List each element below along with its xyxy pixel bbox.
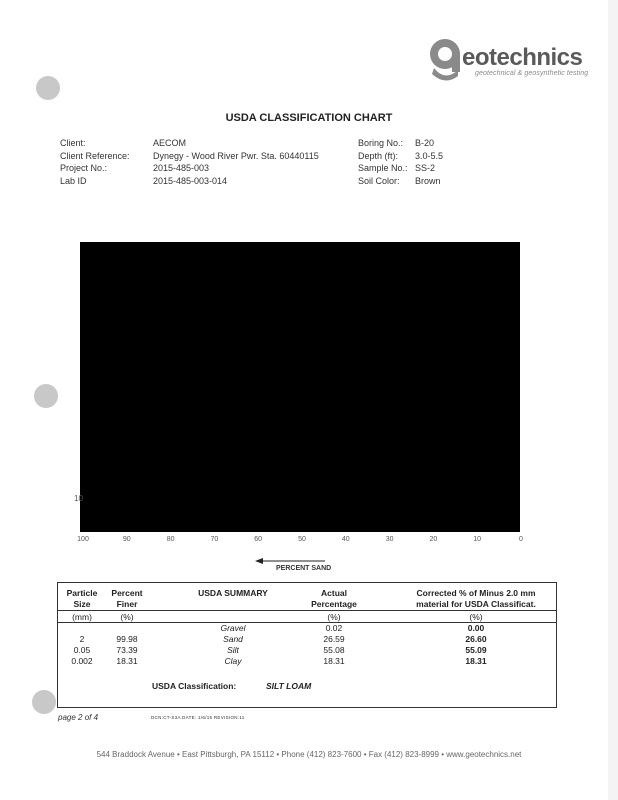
x-tick-label: 50 bbox=[298, 536, 306, 543]
col-header-corrected: Corrected % of Minus 2.0 mm material for USDA Classificat. bbox=[416, 588, 536, 609]
row-size: 0.002 bbox=[71, 656, 93, 666]
row-corrected: 18.31 bbox=[465, 656, 487, 666]
row-actual: 18.31 bbox=[323, 656, 345, 666]
unit-finer: (%) bbox=[120, 612, 134, 622]
unit-actual: (%) bbox=[327, 612, 341, 622]
header-label-depth: Depth (ft): bbox=[358, 150, 399, 161]
header-right-values bbox=[415, 137, 443, 187]
row-actual: 0.02 bbox=[325, 623, 343, 633]
row-name: Sand bbox=[223, 634, 243, 644]
classification-chart-area bbox=[80, 242, 520, 532]
punch-hole-middle bbox=[34, 384, 58, 408]
page-number: page 2 of 4 bbox=[58, 713, 99, 722]
header-value-client: AECOM bbox=[153, 138, 187, 148]
punch-hole-bottom bbox=[32, 690, 56, 714]
header-value-project-no: 2015-485-003 bbox=[153, 163, 210, 173]
classification-value: SILT LOAM bbox=[266, 681, 312, 691]
x-tick-label: 70 bbox=[210, 536, 219, 543]
header-label-client: Client: bbox=[60, 138, 86, 148]
logo-wordmark: eotechnics bbox=[462, 44, 583, 71]
punch-hole-top bbox=[36, 76, 60, 100]
header-right-labels bbox=[358, 137, 408, 187]
x-tick-label: 90 bbox=[122, 536, 131, 543]
x-tick-label: 10 bbox=[473, 536, 482, 543]
company-address: 544 Braddock Avenue • East Pittsburgh, PA 15112 • Phone (412) 823-7600 • Fax (412) 823-8999 • www.geotechnics.net bbox=[96, 750, 522, 759]
header-value-sample-no: SS-2 bbox=[415, 163, 436, 173]
x-tick-label: 60 bbox=[254, 536, 263, 543]
row-actual: 26.59 bbox=[323, 634, 345, 644]
classification-label: USDA Classification: bbox=[152, 681, 237, 691]
unit-corrected: (%) bbox=[469, 612, 483, 622]
x-tick-label: 40 bbox=[341, 536, 350, 543]
usda-summary-table bbox=[57, 582, 557, 708]
row-finer: 73.39 bbox=[116, 645, 138, 655]
table-header-rule bbox=[58, 610, 556, 611]
header-left-labels bbox=[60, 137, 130, 187]
row-corrected: 0.00 bbox=[467, 623, 485, 633]
x-tick-label: 30 bbox=[385, 536, 394, 543]
x-tick-label: 100 bbox=[77, 536, 89, 543]
row-name: Silt bbox=[227, 645, 239, 655]
chart-x-axis-label: PERCENT SAND bbox=[276, 565, 332, 572]
chart-y-clip-label: 10 bbox=[74, 494, 83, 503]
header-value-depth: 3.0-5.5 bbox=[415, 150, 444, 161]
header-value-soil-color: Brown bbox=[415, 175, 441, 186]
col-header-percent-finer: Percent Finer bbox=[111, 588, 143, 609]
row-size: 2 bbox=[79, 634, 85, 644]
col-header-actual-percentage: Actual Percentage bbox=[311, 588, 357, 609]
header-left-values bbox=[153, 137, 319, 187]
header-value-lab-id: 2015-485-003-014 bbox=[153, 175, 228, 186]
row-corrected: 55.09 bbox=[465, 645, 487, 655]
header-value-boring-no: B-20 bbox=[415, 138, 435, 148]
row-size: 0.05 bbox=[73, 645, 91, 655]
document-reference: DCN:CT-S3A DATE: 1/6/15 REVISION:11 bbox=[151, 715, 245, 720]
row-finer: 99.98 bbox=[116, 634, 138, 644]
row-finer: 18.31 bbox=[116, 656, 138, 666]
unit-size: (mm) bbox=[72, 612, 92, 622]
header-label-client-reference: Client Reference: bbox=[60, 150, 130, 161]
row-name: Clay bbox=[224, 656, 242, 666]
header-label-project-no: Project No.: bbox=[60, 163, 108, 173]
header-label-boring-no: Boring No.: bbox=[358, 138, 404, 148]
header-label-lab-id: Lab ID bbox=[60, 175, 87, 186]
header-label-soil-color: Soil Color: bbox=[358, 175, 400, 186]
col-header-usda-summary: USDA SUMMARY bbox=[198, 588, 268, 598]
row-actual: 55.08 bbox=[323, 645, 345, 655]
header-label-sample-no: Sample No.: bbox=[358, 163, 408, 173]
row-corrected: 26.60 bbox=[465, 634, 487, 644]
x-tick-label: 20 bbox=[429, 536, 438, 543]
row-name: Gravel bbox=[220, 623, 246, 633]
x-tick-label: 80 bbox=[166, 536, 175, 543]
page-title: USDA CLASSIFICATION CHART bbox=[225, 112, 393, 124]
logo-tagline: geotechnical & geosynthetic testing bbox=[475, 70, 589, 77]
header-value-client-reference: Dynegy - Wood River Pwr. Sta. 60440115 bbox=[153, 150, 319, 161]
logo-g-icon bbox=[428, 38, 462, 82]
col-header-particle-size: Particle Size bbox=[66, 588, 98, 609]
x-tick-label: 0 bbox=[519, 536, 523, 543]
